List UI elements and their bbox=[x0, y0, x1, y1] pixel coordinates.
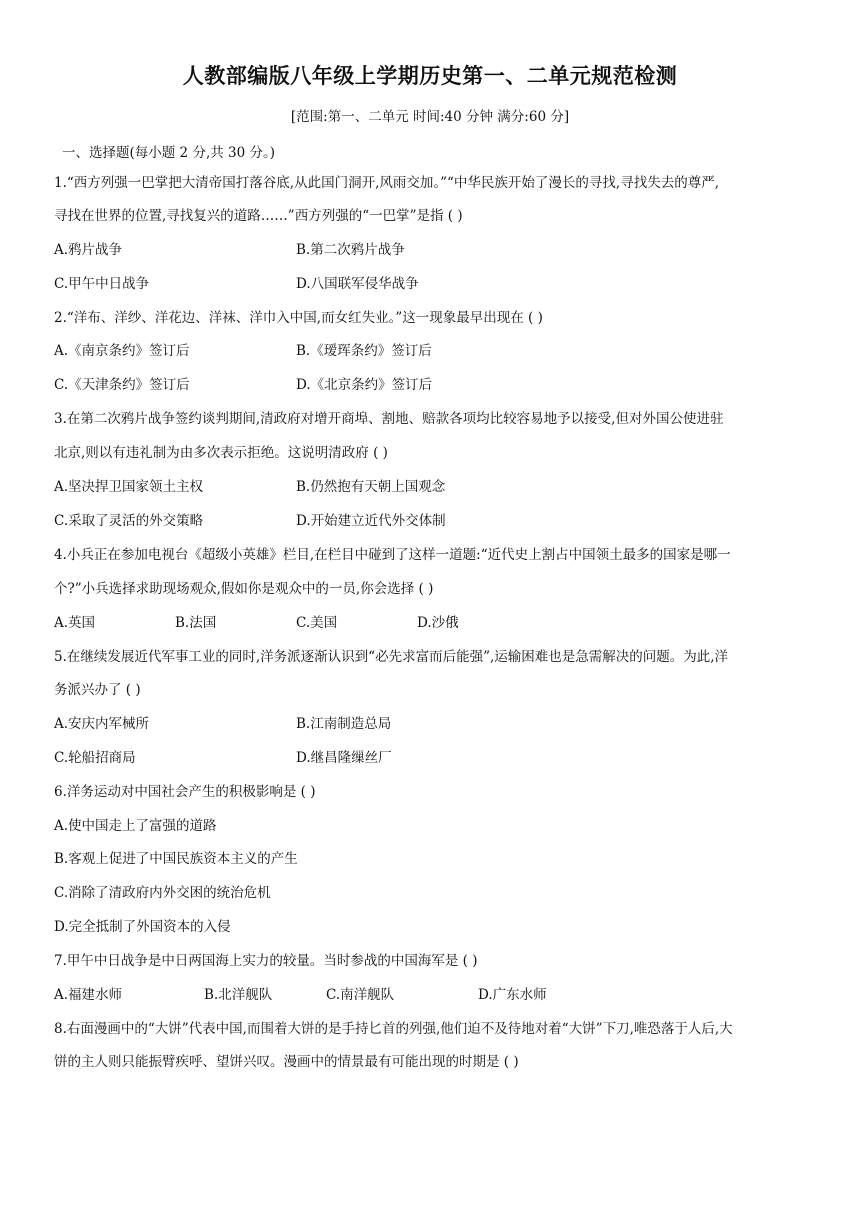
question-2-line-1: 2.“洋布、洋纱、洋花边、洋袜、洋巾入中国,而女红失业。”这一现象最早出现在 ( ) bbox=[54, 310, 543, 326]
question-5-option-a: A.安庆内军械所 bbox=[54, 716, 150, 732]
question-4-line-1: 4.小兵正在参加电视台《超级小英雄》栏目,在栏目中碰到了这样一道题:“近代史上割占中国领土最多的国家是哪一 bbox=[54, 547, 731, 563]
question-5-line-2: 务派兴办了 ( ) bbox=[54, 682, 141, 698]
question-2-option-c: C.《天津条约》签订后 bbox=[54, 377, 190, 393]
question-5-option-b: B.江南制造总局 bbox=[296, 716, 392, 732]
question-7-option-a: A.福建水师 bbox=[54, 987, 123, 1003]
exam-info: [范围:第一、二单元 时间:40 分钟 满分:60 分] bbox=[290, 109, 570, 125]
question-3-option-d: D.开始建立近代外交体制 bbox=[296, 513, 446, 529]
page-title: 人教部编版八年级上学期历史第一、二单元规范检测 bbox=[182, 64, 678, 88]
question-3-line-1: 3.在第二次鸦片战争签约谈判期间,清政府对增开商埠、割地、赔款各项均比较容易地予以接受,但对外国公使进驻 bbox=[54, 411, 724, 427]
question-3-option-c: C.采取了灵活的外交策略 bbox=[54, 513, 204, 529]
question-7-line-1: 7.甲午中日战争是中日两国海上实力的较量。当时参战的中国海军是 ( ) bbox=[54, 953, 478, 969]
question-4-option-b: B.法国 bbox=[175, 615, 217, 631]
question-6-option-d: D.完全抵制了外国资本的入侵 bbox=[54, 919, 231, 935]
question-6-line-1: 6.洋务运动对中国社会产生的积极影响是 ( ) bbox=[54, 784, 316, 800]
question-6-option-b: B.客观上促进了中国民族资本主义的产生 bbox=[54, 851, 298, 867]
question-4-option-d: D.沙俄 bbox=[417, 615, 459, 631]
question-1-option-a: A.鸦片战争 bbox=[54, 242, 123, 258]
question-8-line-1: 8.右面漫画中的“大饼”代表中国,而围着大饼的是手持匕首的列强,他们迫不及待地对着“大饼”下刀,唯恐落于人后,大 bbox=[54, 1021, 733, 1037]
question-5-line-1: 5.在继续发展近代军事工业的同时,洋务派逐渐认识到“必先求富而后能强”,运输困难也是急需解决的问题。为此,洋 bbox=[54, 649, 729, 665]
question-2-option-b: B.《瑷珲条约》签订后 bbox=[296, 343, 432, 359]
question-3-option-a: A.坚决捍卫国家领土主权 bbox=[54, 479, 204, 495]
question-4-option-a: A.英国 bbox=[54, 615, 96, 631]
question-5-option-d: D.继昌隆缫丝厂 bbox=[296, 750, 392, 766]
question-1-line-1: 1.“西方列强一巴掌把大清帝国打落谷底,从此国门洞开,风雨交加。”“中华民族开始了漫长的寻找,寻找失去的尊严, bbox=[54, 175, 719, 191]
question-3-option-b: B.仍然抱有天朝上国观念 bbox=[296, 479, 446, 495]
section-heading: 一、选择题(每小题 2 分,共 30 分。) bbox=[62, 145, 276, 161]
question-7-option-c: C.南洋舰队 bbox=[326, 987, 395, 1003]
question-3-line-2: 北京,则以有违礼制为由多次表示拒绝。这说明清政府 ( ) bbox=[54, 445, 388, 461]
question-7-option-d: D.广东水师 bbox=[478, 987, 547, 1003]
question-4-option-c: C.美国 bbox=[296, 615, 338, 631]
question-1-option-b: B.第二次鸦片战争 bbox=[296, 242, 405, 258]
question-4-line-2: 个?”小兵选择求助现场观众,假如你是观众中的一员,你会选择 ( ) bbox=[54, 581, 434, 597]
question-6-option-c: C.消除了清政府内外交困的统治危机 bbox=[54, 885, 271, 901]
question-7-option-b: B.北洋舰队 bbox=[204, 987, 273, 1003]
question-2-option-a: A.《南京条约》签订后 bbox=[54, 343, 190, 359]
question-6-option-a: A.使中国走上了富强的道路 bbox=[54, 818, 217, 834]
question-5-option-c: C.轮船招商局 bbox=[54, 750, 136, 766]
question-8-line-2: 饼的主人则只能振臂疾呼、望饼兴叹。漫画中的情景最有可能出现的时期是 ( ) bbox=[54, 1054, 519, 1070]
question-1-line-2: 寻找在世界的位置,寻找复兴的道路……”西方列强的“一巴掌”是指 ( ) bbox=[54, 208, 463, 224]
question-2-option-d: D.《北京条约》签订后 bbox=[296, 377, 433, 393]
question-1-option-d: D.八国联军侵华战争 bbox=[296, 276, 419, 292]
question-1-option-c: C.甲午中日战争 bbox=[54, 276, 150, 292]
